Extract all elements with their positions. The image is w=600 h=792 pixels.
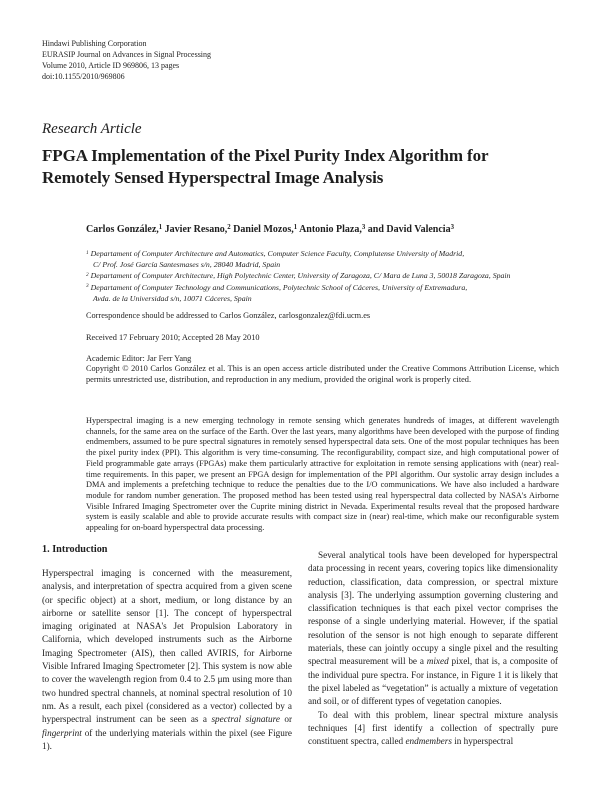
- affiliation-line: Avda. de la Universidad s/n, 10071 Cáceres, Spain: [93, 293, 252, 303]
- affiliation-line: C/ Prof. José García Santesmases s/n, 28040 Madrid, Spain: [93, 260, 281, 270]
- abstract-paragraph: Hyperspectral imaging is a new emerging technology in remote sensing which generates hundreds of images, at different wavelength channels, for the same area on the surface of the Earth. Over the last years, many algorithms have been developed with the purpose of finding endmembers, assumed to be pure spectral signatures in remotely sensed hyperspectral data sets. One of the most popular techniques has been the pixel purity index (PPI). This algorithm is very time-consuming. The reconfigurability, compact size, and high computational power of Field programmable gate arrays (FPGAs) make them particularly attractive for exploitation in remote sensing applications with (near) real-time requirements. In this paper, we present an FPGA design for implementation of the PPI algorithm. Our systolic array design includes a DMA and implements a prefetching technique to reduce the penalties due to the I/O communications. We have also included a hardware module for random number generation. The proposed method has been tested using real hyperspectral data collected by NASA's Airborne Visible Infrared Imaging Spectrometer over the Cuprite mining district in Nevada. Experimental results reveal that the proposed hardware system is easily scalable and able to provide accurate results with compact size in (near) real-time, which make our reconfigurable system appealing for on-board hyperspectral data processing.: [86, 416, 559, 533]
- publisher-block: [42, 38, 211, 82]
- intro-paragraph-1: Hyperspectral imaging is concerned with the measurement, analysis, and interpretation of spectra acquired from a given scene (or specific object) at a short, medium, or long distance by an airborne or satellite sensor [1]. The concept of hyperspectral imaging originated at NASA's Jet Propulsion Laboratory in California, which developed instruments such as the Airborne Imaging Spectrometer (AIS), then called AVIRIS, for Airborne Visible Infrared Imaging Spectrometer [2]. This system is now able to cover the wavelength region from 0.4 to 2.5 μm using more than two hundred spectral channels, at nominal spectral resolution of 10 nm. As a result, each pixel (considered as a vector) collected by a hyperspectral instrument can be seen as a spectral signature or fingerprint of the underlying materials within the pixel (see Figure 1).: [42, 568, 293, 751]
- column-right: [308, 549, 558, 748]
- academic-editor-line: Academic Editor: Jar Ferr Yang: [86, 354, 192, 363]
- journal-name: EURASIP Journal on Advances in Signal Processing: [42, 50, 212, 59]
- correspondence-line: Correspondence should be addressed to Carlos González, carlosgonzalez@fdi.ucm.es: [86, 311, 371, 320]
- section-heading-introduction: 1. Introduction: [42, 544, 108, 555]
- article-title: FPGA Implementation of the Pixel Purity Index Algorithm for Remotely Sensed Hyperspectral Image Analysis: [42, 146, 489, 187]
- affiliations-block: [86, 248, 560, 304]
- affiliation-line: $^2$ Departament of Computer Architecture, High Polytechnic Center, University of Zaragoza, C/ Mara de Luna 3, 50018 Zaragoza, Spain: [86, 271, 511, 281]
- publisher-name: Hindawi Publishing Corporation: [42, 39, 147, 48]
- authors-line: Carlos González,$^1$ Javier Resano,$^2$ Daniel Mozos,$^1$ Antonio Plaza,$^3$ and David Valencia$^3$: [86, 223, 454, 235]
- column-left: [42, 567, 292, 753]
- intro-paragraph-2: Several analytical tools have been developed for hyperspectral data processing in recent years, covering topics like dimensionality reduction, classification, data compression, or spectral mixture analysis [3]. The underlying assumption governing clustering and classification techniques is that each pixel vector comprises the response of a single underlying material. However, if the spatial resolution of the sensor is not high enough to separate different materials, these can jointly occupy a single pixel and the resulting spectral measurement will be a mixed pixel, that is, a composite of the individual pure spectra. For instance, in Figure 1 it is likely that the pixel labeled as “vegetation” is actually a mixture of vegetation and soil, or of different types of vegetation canopies.: [308, 550, 558, 707]
- doi: doi:10.1155/2010/969806: [42, 72, 125, 81]
- affiliation-line: $^3$ Departament of Computer Technology and Communications, Polytechnic School of Cáceres, University of Extremadura,: [86, 282, 468, 292]
- volume-info: Volume 2010, Article ID 969806, 13 pages: [42, 61, 180, 70]
- article-type-label: Research Article: [42, 121, 142, 137]
- copyright-paragraph: Copyright © 2010 Carlos González et al. This is an open access article distributed under the Creative Commons Attribution License, which permits unrestricted use, distribution, and reproduction in any medium, provided the original work is properly cited.: [86, 364, 559, 384]
- intro-paragraph-3: To deal with this problem, linear spectral mixture analysis techniques [4] first identify a collection of spectrally pure constituent spectra, called endmembers in hyperspectral: [308, 709, 558, 747]
- received-accepted-line: Received 17 February 2010; Accepted 28 May 2010: [86, 333, 260, 342]
- affiliation-line: $^1$ Departament of Computer Architecture and Automatics, Computer Science Faculty, Complutense University of Madrid,: [86, 249, 465, 258]
